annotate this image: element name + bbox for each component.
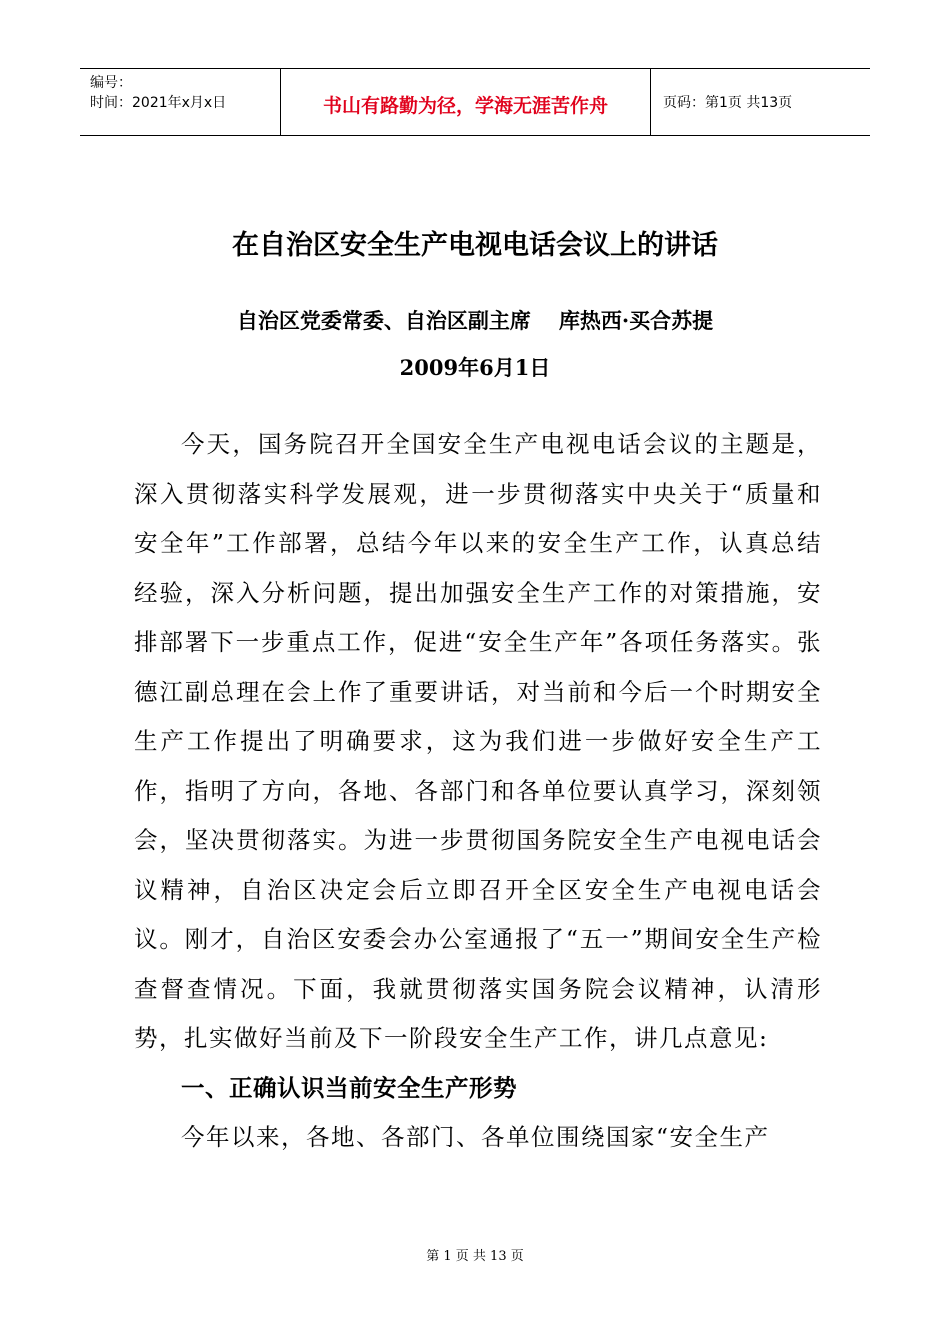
header-meta-cell <box>80 69 281 135</box>
author-title: 自治区党委常委、自治区副主席 <box>236 308 531 333</box>
document-number-label: 编号： <box>90 75 132 91</box>
document-time-label: 时间：2021年x月x日 <box>90 95 227 111</box>
header-motto: 书山有路勤为径，学海无涯苦作舟 <box>281 69 651 135</box>
page-footer: 第 1 页 共 13 页 <box>426 1249 524 1264</box>
page-header <box>80 68 870 136</box>
section-heading: 一、正确认识当前安全生产形势 <box>181 1073 517 1102</box>
document-body <box>134 420 822 1163</box>
body-paragraph: 今天，国务院召开全国安全生产电视电话会议的主题是，深入贯彻落实科学发展观，进一步贯彻落实中央关于“质量和安全年”工作部署，总结今年以来的安全生产工作，认真总结经验，深入分析问题，提出加强安全生产工作的对策措施，安排部署下一步重点工作，促进“安全生产年”各项任务落实。张德江副总理在会上作了重要讲话，对当前和今后一个时期安全生产工作提出了明确要求，这为我们进一步做好安全生产工作，指明了方向，各地、各部门和各单位要认真学习，深刻领会，坚决贯彻落实。为进一步贯彻国务院安全生产电视电话会议精神，自治区决定会后立即召开全区安全生产电视电话会议。刚才，自治区安委会办公室通报了“五一”期间安全生产检查督查情况。下面，我就贯彻落实国务院会议精神，认清形势，扎实做好当前及下一阶段安全生产工作，讲几点意见: <box>134 430 822 1052</box>
body-paragraph: 今年以来，各地、各部门、各单位围绕国家“安全生产 <box>181 1123 770 1151</box>
header-page-info: 页码：第1页 共13页 <box>663 95 793 111</box>
document-title: 在自治区安全生产电视电话会议上的讲话 <box>232 230 718 261</box>
speech-date: 2009年6月1日 <box>399 355 551 380</box>
author-name: 库热西·买合苏提 <box>558 308 714 333</box>
author-line <box>0 304 950 338</box>
